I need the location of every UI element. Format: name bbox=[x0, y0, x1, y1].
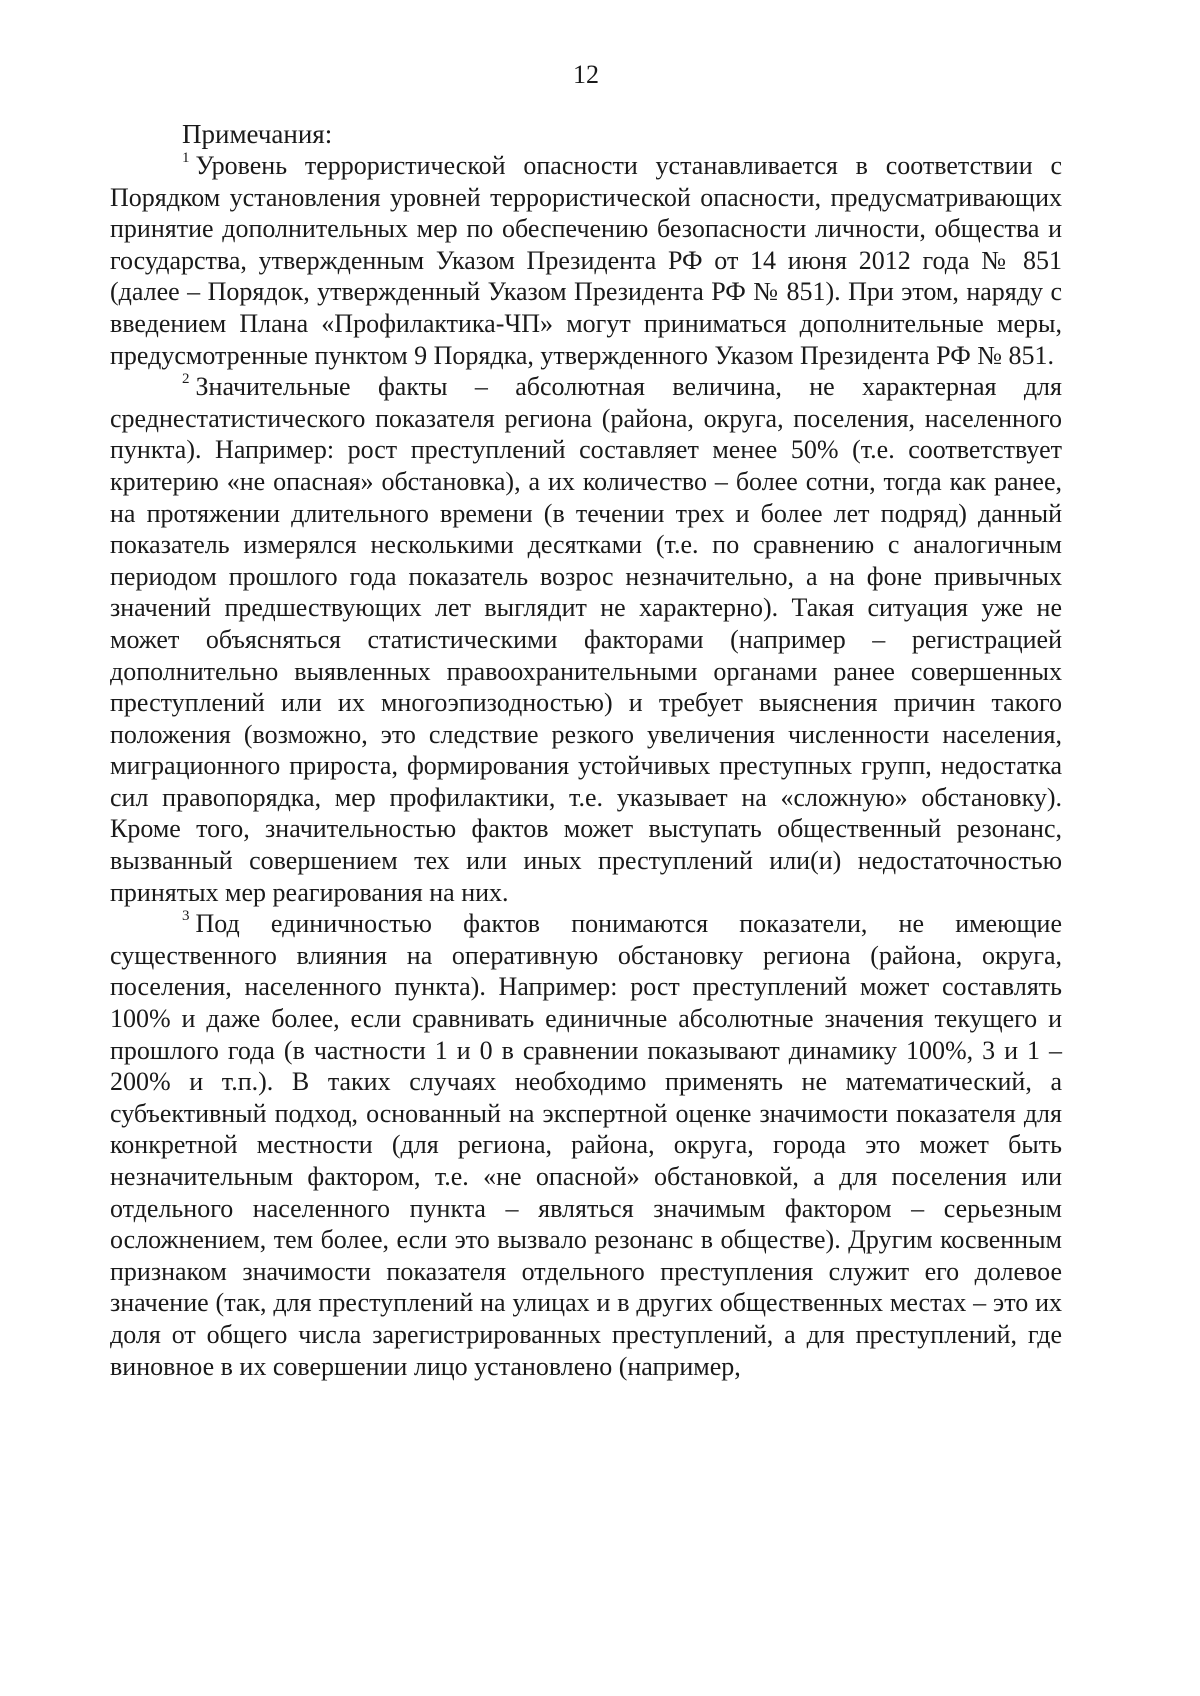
footnote-marker: 1 bbox=[182, 150, 190, 166]
footnote-2 bbox=[110, 371, 1062, 908]
footnote-marker: 2 bbox=[182, 371, 190, 388]
footnote-3 bbox=[110, 908, 1062, 1382]
footnote-text: Уровень террористической опасности устанавливается в соответствии с Порядком установления уровней террористической опасности, предусматривающих принятие дополнительных мер по обеспечению безопасности личности, общества и государства, утвержденным Указом Президента РФ от 14 июня 2012 года № 851 (далее – Порядок, утвержденный Указом Президента РФ № 851). При этом, наряду с введением Плана «Профилактика-ЧП» могут приниматься дополнительные меры, предусмотренные пунктом 9 Порядка, утвержденного Указом Президента РФ № 851. bbox=[110, 151, 1062, 370]
notes-heading: Примечания: bbox=[182, 119, 333, 149]
footnote-marker: 3 bbox=[182, 908, 190, 925]
footnote-text: Под единичностью фактов понимаются показатели, не имеющие существенного влияния на оперативную обстановку региона (района, округа, поселения, населенного пункта). Например: рост преступлений может составлять 100% и даже более, если сравнивать единичные абсолютные значения текущего и прошлого года (в частности 1 и 0 в сравнении показывают динамику 100%, 3 и 1 – 200% и т.п.). В таких случаях необходимо применять не математический, а субъективный подход, основанный на экспертной оценке значимости показателя для конкретной местности (для региона, района, округа, города это может быть незначительным фактором, т.е. «не опасной» обстановкой, а для поселения или отдельного населенного пункта – являться значимым фактором – серьезным осложнением, тем более, если это вызвало резонанс в обществе). Другим косвенным признаком значимости показателя отдельного преступления служит его долевое значение (так, для преступлений на улицах и в других общественных местах – это их доля от общего числа зарегистрированных преступлений, а для преступлений, где виновное в их совершении лицо установлено (например, bbox=[110, 909, 1062, 1381]
footnote-1 bbox=[110, 150, 1062, 371]
footnote-text: Значительные факты – абсолютная величина, не характерная для среднестатистического показателя региона (района, округа, поселения, населенного пункта). Например: рост преступлений составляет менее 50% (т.е. соответствует критерию «не опасная» обстановка), а их количество – более сотни, тогда как ранее, на протяжении длительного времени (в течении трех и более лет подряд) данный показатель измерялся несколькими десятками (т.е. по сравнению с аналогичным периодом прошлого года показатель возрос незначительно, а на фоне привычных значений предшествующих лет выглядит не характерно). Такая ситуация уже не может объясняться статистическими факторами (например – регистрацией дополнительно выявленных правоохранительными органами ранее совершенных преступлений или их многоэпизодностью) и требует выяснения причин такого положения (возможно, это следствие резкого увеличения численности населения, миграционного прироста, формирования устойчивых преступных групп, недостатка сил правопорядка, мер профилактики, т.е. указывает на «сложную» обстановку). Кроме того, значительностью фактов может выступать общественный резонанс, вызванный совершением тех или иных преступлений или(и) недостаточностью принятых мер реагирования на них. bbox=[110, 372, 1062, 907]
page-number: 12 bbox=[573, 60, 599, 89]
